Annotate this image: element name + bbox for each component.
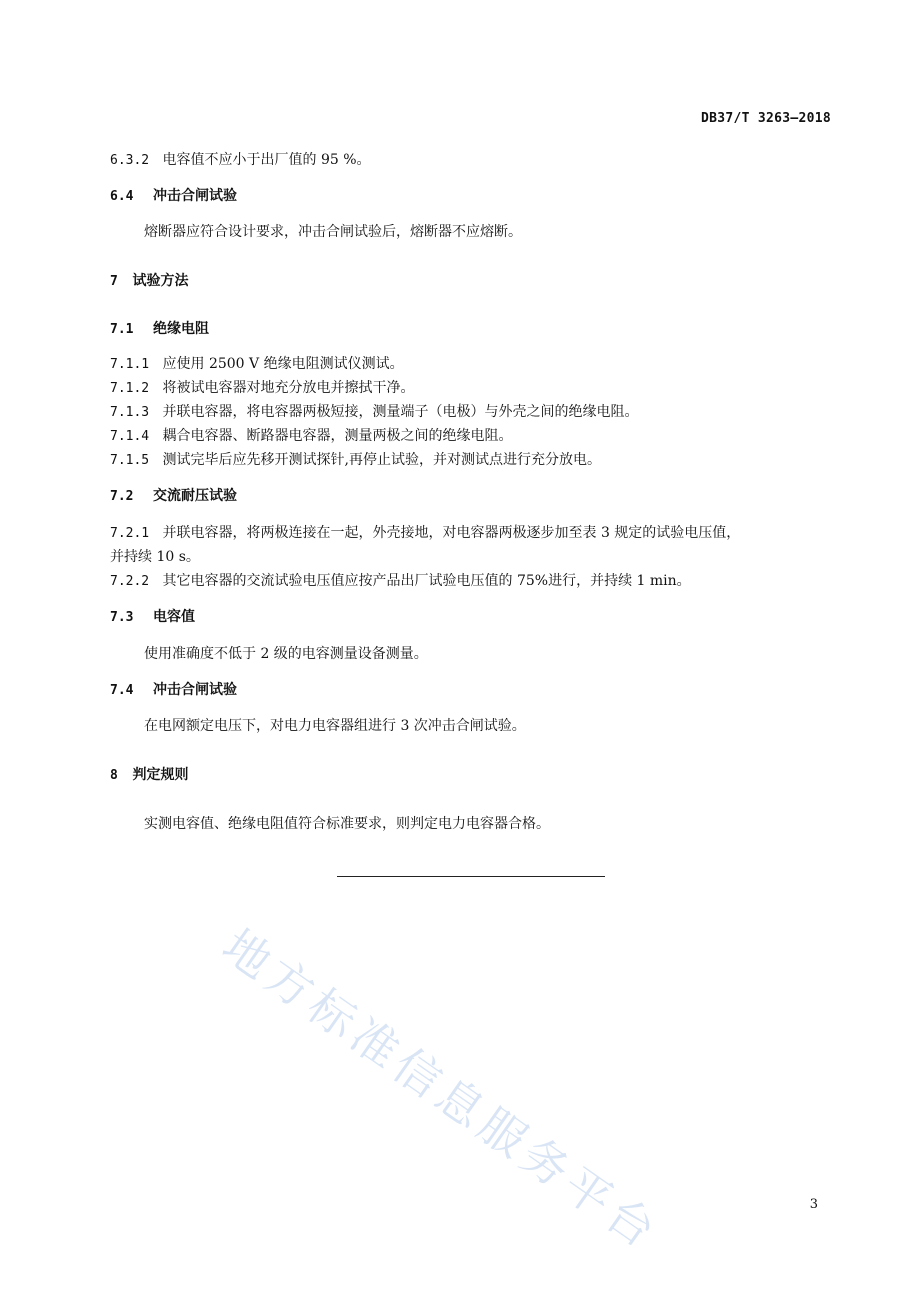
clause-text: 将被试电容器对地充分放电并擦拭干净。 [162,380,415,396]
paragraph-7-4: 在电网额定电压下，对电力电容器组进行 3 次冲击合闸试验。 [144,718,526,734]
heading-number: 7.3 [110,610,134,625]
clause-text: 电容值不应小于出厂值的 95 %。 [162,152,371,168]
clause-text: 应使用 2500 V 绝缘电阻测试仪测试。 [162,356,404,372]
heading-number: 7.1 [110,322,134,337]
clause-number: 7.2.1 [110,526,150,541]
clause-number: 7.2.2 [110,574,150,589]
heading-7-4 [110,680,237,701]
clause-number: 7.1.1 [110,357,150,372]
clause-7-1-4 [110,426,513,447]
clause-7-2-1 [110,523,740,544]
heading-text: 冲击合闸试验 [152,682,237,698]
heading-7-2 [110,486,237,507]
page-number: 3 [809,1197,818,1212]
clause-number: 7.1.5 [110,453,150,468]
clause-number: 7.1.2 [110,381,150,396]
watermark: 地方标准信息服务平台 [212,918,670,1261]
heading-text: 绝缘电阻 [152,321,209,337]
heading-number: 7.2 [110,489,134,504]
clause-number: 6.3.2 [110,153,150,168]
clause-text: 并联电容器，将电容器两极短接，测量端子（电极）与外壳之间的绝缘电阻。 [162,404,639,420]
clause-text: 测试完毕后应先移开测试探针,再停止试验，并对测试点进行充分放电。 [162,452,601,468]
heading-8 [110,765,188,786]
clause-text: 耦合电容器、断路器电容器，测量两极之间的绝缘电阻。 [162,428,513,444]
heading-7-1 [110,319,209,340]
end-rule [337,876,605,877]
heading-text: 判定规则 [132,767,189,783]
heading-6-4 [110,186,237,207]
heading-7 [110,271,188,292]
paragraph-8: 实测电容值、绝缘电阻值符合标准要求，则判定电力电容器合格。 [144,816,550,832]
heading-number: 7.4 [110,683,134,698]
clause-7-2-2 [110,571,691,592]
clause-number: 7.1.4 [110,429,150,444]
heading-number: 8 [110,768,118,783]
heading-7-3 [110,607,195,628]
standard-code-header: DB37/T 3263—2018 [700,111,831,126]
clause-text: 并联电容器，将两极连接在一起，外壳接地，对电容器两极逐步加至表 3 规定的试验电压值， [162,525,741,541]
clause-7-1-3 [110,402,639,423]
heading-text: 电容值 [152,609,195,625]
clause-6-3-2 [110,150,371,171]
clause-7-1-2 [110,378,415,399]
paragraph-6-4: 熔断器应符合设计要求，冲击合闸试验后，熔断器不应熔断。 [144,224,522,240]
heading-number: 7 [110,274,118,289]
heading-text: 试验方法 [132,273,189,289]
clause-7-1-5 [110,450,601,471]
heading-text: 交流耐压试验 [152,488,237,504]
paragraph-7-3: 使用准确度不低于 2 级的电容测量设备测量。 [144,646,428,662]
heading-text: 冲击合闸试验 [152,188,237,204]
clause-text: 其它电容器的交流试验电压值应按产品出厂试验电压值的 75%进行，并持续 1 min。 [162,573,691,589]
clause-7-2-1-continuation: 并持续 10 s。 [110,549,200,565]
heading-number: 6.4 [110,189,134,204]
clause-7-1-1 [110,354,404,375]
clause-number: 7.1.3 [110,405,150,420]
